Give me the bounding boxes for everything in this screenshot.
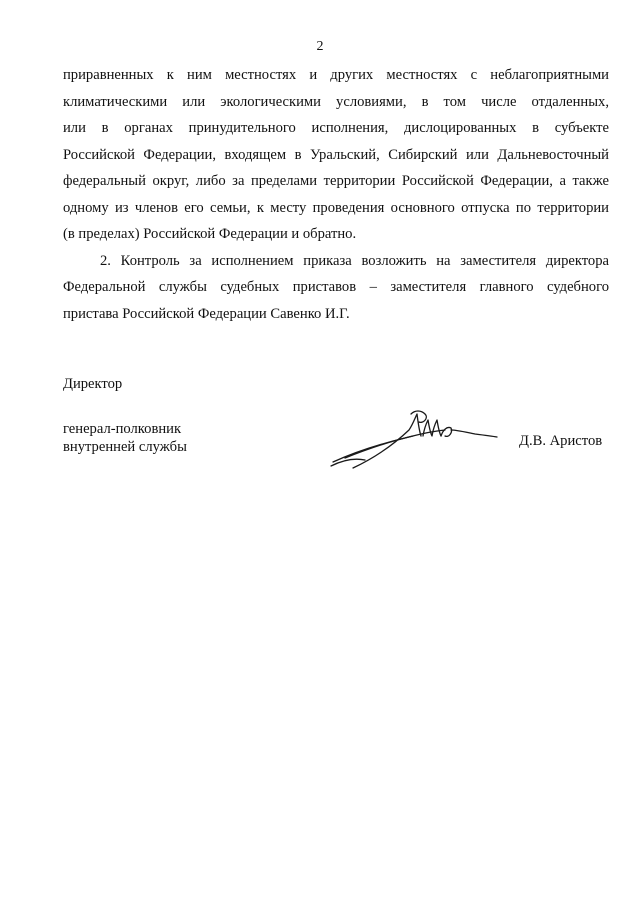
page-number: 2 [316,39,324,54]
rank-line: генерал-полковник [63,421,182,437]
signatory-name: Д.В. Аристов [519,433,603,449]
body-line: Российской Федерации, входящем в Уральский, Сибирский или Дальневосточный [63,146,609,163]
signatory-title: Директор [63,376,123,392]
rank-line: внутренней службы [63,439,187,455]
body-line: или в органах принудительного исполнения, дислоцированных в субъекте [63,120,609,136]
handwritten-signature [325,400,500,475]
body-line: климатическими или экологическими условиями, в том числе отдаленных, [63,93,609,110]
clause-2-line: Федеральной службы судебных приставов – заместителя главного судебного [63,279,609,295]
clause-2-line: пристава Российской Федерации Савенко И.Г. [63,305,350,322]
body-line: (в пределах) Российской Федерации и обратно. [63,226,357,242]
body-line: одному из членов его семьи, к месту проведения основного отпуска по территории [63,199,609,216]
signatory-rank [63,420,187,456]
body-line: федеральный округ, либо за пределами территории Российской Федерации, а также [63,173,609,189]
body-line: приравненных к ним местностях и других местностях с неблагоприятными [63,67,609,83]
document-body [63,62,609,327]
clause-2-line: 2. Контроль за исполнением приказа возложить на заместителя директора [100,252,609,269]
